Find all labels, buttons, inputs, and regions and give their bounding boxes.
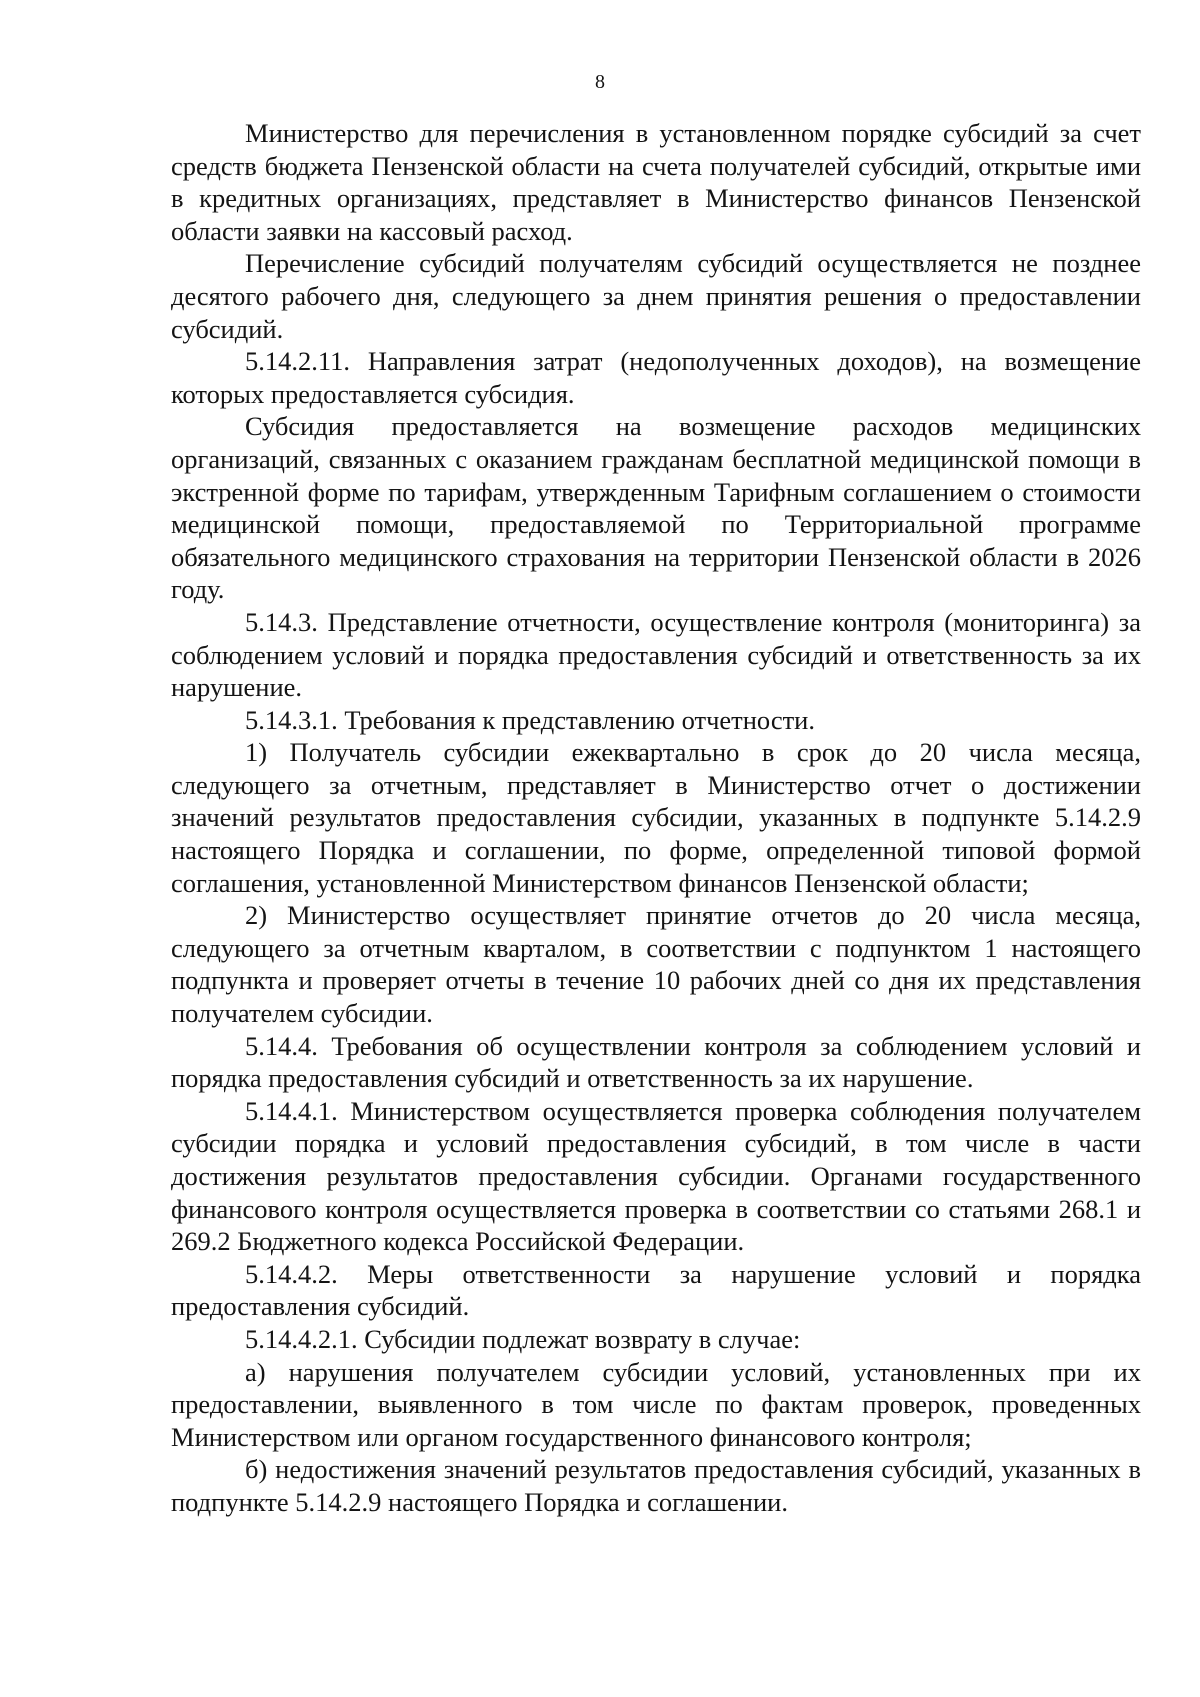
paragraph-5-14-4-2-1: 5.14.4.2.1. Субсидии подлежат возврату в случае: [245, 1323, 801, 1354]
paragraph-ministry-transfer-requests: Министерство для перечисления в установленном порядке субсидий за счет средств бюджета Пензенской области на счета получателей субсидий, открытые ими в кредитных организациях, представляет в Министерство финансов Пензенской области заявки на кассовый расход. [171, 118, 1141, 246]
paragraph-5-14-3: 5.14.3. Представление отчетности, осуществление контроля (мониторинга) за соблюдением условий и порядка предоставления субсидий и ответственность за их нарушение. [171, 606, 1141, 703]
document-body [171, 117, 1141, 1519]
paragraph-subsidy-transfer-deadline: Перечисление субсидий получателям субсидий осуществляется не позднее десятого рабочего дня, следующего за днем принятия решения о предоставлении субсидий. [171, 248, 1141, 344]
paragraph-5-14-4-1: 5.14.4.1. Министерством осуществляется проверка соблюдения получателем субсидии порядка и условий предоставления субсидий, в том числе в части достижения результатов предоставления субсидии. Органами государственного финансового контроля осуществляется проверка в соответствии со статьями 268.1 и 269.2 Бюджетного кодекса Российской Федерации. [171, 1095, 1141, 1257]
paragraph-5-14-4: 5.14.4. Требования об осуществлении контроля за соблюдением условий и порядка предоставления субсидий и ответственность за их нарушение. [171, 1030, 1141, 1094]
paragraph-5-14-4-2: 5.14.4.2. Меры ответственности за нарушение условий и порядка предоставления субсидий. [171, 1258, 1141, 1322]
paragraph-5-14-3-1: 5.14.3.1. Требования к представлению отчетности. [245, 704, 815, 735]
paragraph-subsidy-purpose: Субсидия предоставляется на возмещение расходов медицинских организаций, связанных с оказанием гражданам бесплатной медицинской помощи в экстренной форме по тарифам, утвержденным Тарифным соглашением о стоимости медицинской помощи, предоставляемой по Территориальной программе обязательного медицинского страхования на территории Пензенской области в 2026 году. [171, 411, 1141, 605]
paragraph-5-14-2-11: 5.14.2.11. Направления затрат (недополученных доходов), на возмещение которых предоставляется субсидия. [171, 346, 1141, 409]
paragraph-item-a-violation: а) нарушения получателем субсидии условий, установленных при их предоставлении, выявленного в том числе по фактам проверок, проведенных Министерством или органом государственного финансового контроля; [171, 1356, 1141, 1452]
page-number: 8 [595, 71, 605, 93]
paragraph-item-1-quarterly-report: 1) Получатель субсидии ежеквартально в срок до 20 числа месяца, следующего за отчетным, представляет в Министерство отчет о достижении значений результатов предоставления субсидии, указанных в подпункте 5.14.2.9 настоящего Порядка и соглашении, по форме, определенной типовой формой соглашения, установленной Министерством финансов Пензенской области; [171, 737, 1141, 898]
paragraph-item-2-report-acceptance: 2) Министерство осуществляет принятие отчетов до 20 числа месяца, следующего за отчетным кварталом, в соответствии с подпунктом 1 настоящего подпункта и проверяет отчеты в течение 10 рабочих дней со дня их представления получателем субсидии. [171, 900, 1141, 1029]
paragraph-item-b-non-achievement: б) недостижения значений результатов предоставления субсидий, указанных в подпункте 5.14.2.9 настоящего Порядка и соглашении. [171, 1454, 1141, 1517]
